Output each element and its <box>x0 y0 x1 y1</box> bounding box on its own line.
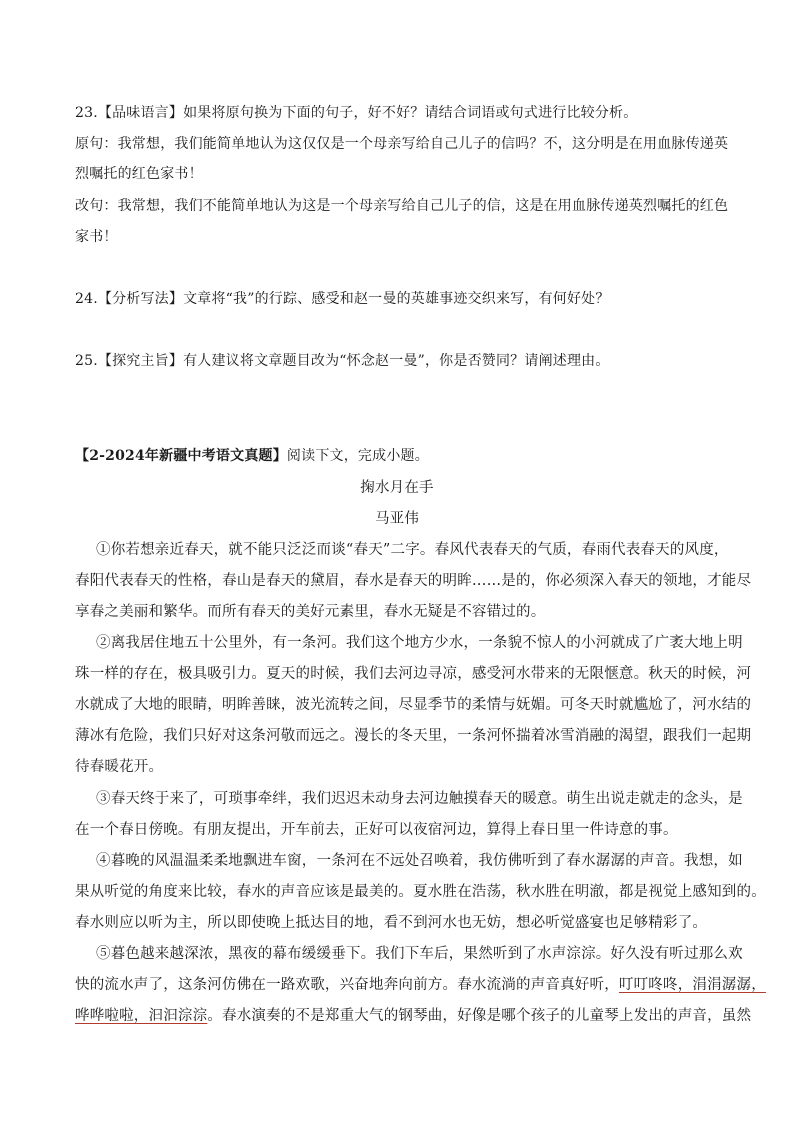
section-source <box>75 446 725 466</box>
question-23-revised-line-2: 家书！ <box>75 229 118 245</box>
question-23-title: 23.【品味语言】如果将原句换为下面的句子，好不好？请结合词语或句式进行比较分析。 <box>75 105 638 121</box>
article-author: 马亚伟 <box>374 511 420 527</box>
paragraph-5-line-3 <box>75 1006 752 1026</box>
question-24: 24.【分析写法】文章将“我”的行踪、感受和赵一曼的英雄事迹交织来写，有何好处？ <box>75 291 610 307</box>
paragraph-1-line-3: 享春之美丽和繁华。而所有春天的美好元素里，春水无疑是不容错过的。 <box>75 604 546 620</box>
paragraph-2-line-3: 水就成了大地的眼睛，明眸善睐，波光流转之间，尽显季节的柔情与妩媚。可冬天时就尴尬了，河水结的 <box>75 697 752 713</box>
section-source-tag: 【2-2024年新疆中考语文真题】 <box>75 448 287 464</box>
paragraph-3-line-1: ③春天终于来了，可琐事牵绊，我们迟迟未动身去河边触摸春天的暖意。萌生出说走就走的念头，是 <box>96 791 743 807</box>
paragraph-1-line-1: ①你若想亲近春天，就不能只泛泛而谈“春天”二字。春风代表春天的气质，春雨代表春天的风度， <box>96 542 729 558</box>
paragraph-5-line-3-text: 。春水演奏的不是郑重大气的钢琴曲，好像是哪个孩子的儿童琴上发出的声音，虽然 <box>207 1008 752 1024</box>
underlined-phrase-1: 叮叮咚咚，涓涓潺潺， <box>618 977 766 993</box>
paragraph-2-line-4: 薄冰有危险，我们只好对这条河敬而远之。漫长的冬天里，一条河怀揣着冰雪消融的渴望，跟我们一起期 <box>75 728 752 744</box>
paragraph-4-line-1: ④暮晚的风温温柔柔地飘进车窗，一条河在不远处召唤着，我仿佛听到了春水潺潺的声音。我想，如 <box>96 853 743 869</box>
paragraph-4-line-3: 春水则应以听为主，所以即使晚上抵达目的地，看不到河水也无妨，想必听觉盛宴也足够精彩了。 <box>75 915 708 931</box>
underlined-phrase-2: 哗哗啦啦，汩汩淙淙 <box>75 1008 208 1024</box>
question-25: 25.【探究主旨】有人建议将文章题目改为“怀念赵一曼”，你是否赞同？请阐述理由。 <box>75 353 610 369</box>
paragraph-2-line-5: 待春暖花开。 <box>75 759 164 775</box>
section-source-instruction: 阅读下文，完成小题。 <box>286 448 429 464</box>
article-title: 掬水月在手 <box>360 480 434 496</box>
paragraph-1-line-2: 春阳代表春天的性格，春山是春天的黛眉，春水是春天的明眸……是的，你必须深入春天的领地，才能尽 <box>75 573 752 589</box>
question-23-original-line-2: 烈嘱托的红色家书！ <box>75 166 203 182</box>
paragraph-3-line-2: 在一个春日傍晚。有朋友提出，开车前去，正好可以夜宿河边，算得上春日里一件诗意的事。 <box>75 822 678 838</box>
question-23-original-line-1: 原句：我常想，我们能简单地认为这仅仅是一个母亲写给自己儿子的信吗？不，这分明是在用血脉传递英 <box>75 136 729 152</box>
paragraph-2-line-2: 珠一样的存在，极具吸引力。夏天的时候，我们去河边寻凉，感受河水带来的无限惬意。秋天的时候，河 <box>75 666 752 682</box>
question-23-revised-line-1: 改句：我常想，我们不能简单地认为这是一个母亲写给自己儿子的信，这是在用血脉传递英烈嘱托的红色 <box>75 198 729 214</box>
paragraph-5-line-1: ⑤暮色越来越深浓，黑夜的幕布缓缓垂下。我们下车后，果然听到了水声淙淙。好久没有听过那么欢 <box>96 946 743 962</box>
paragraph-5-line-2-text: 快的流水声了，这条河仿佛在一路欢歌，兴奋地奔向前方。春水流淌的声音真好听， <box>75 977 619 993</box>
paragraph-4-line-2: 果从听觉的角度来比较，春水的声音应该是最美的。夏水胜在浩荡，秋水胜在明澈，都是视觉上感知到的。 <box>75 884 766 900</box>
paragraph-5-line-2 <box>75 975 766 995</box>
paragraph-2-line-1: ②离我居住地五十公里外，有一条河。我们这个地方少水，一条貌不惊人的小河就成了广袤大地上明 <box>96 635 743 651</box>
